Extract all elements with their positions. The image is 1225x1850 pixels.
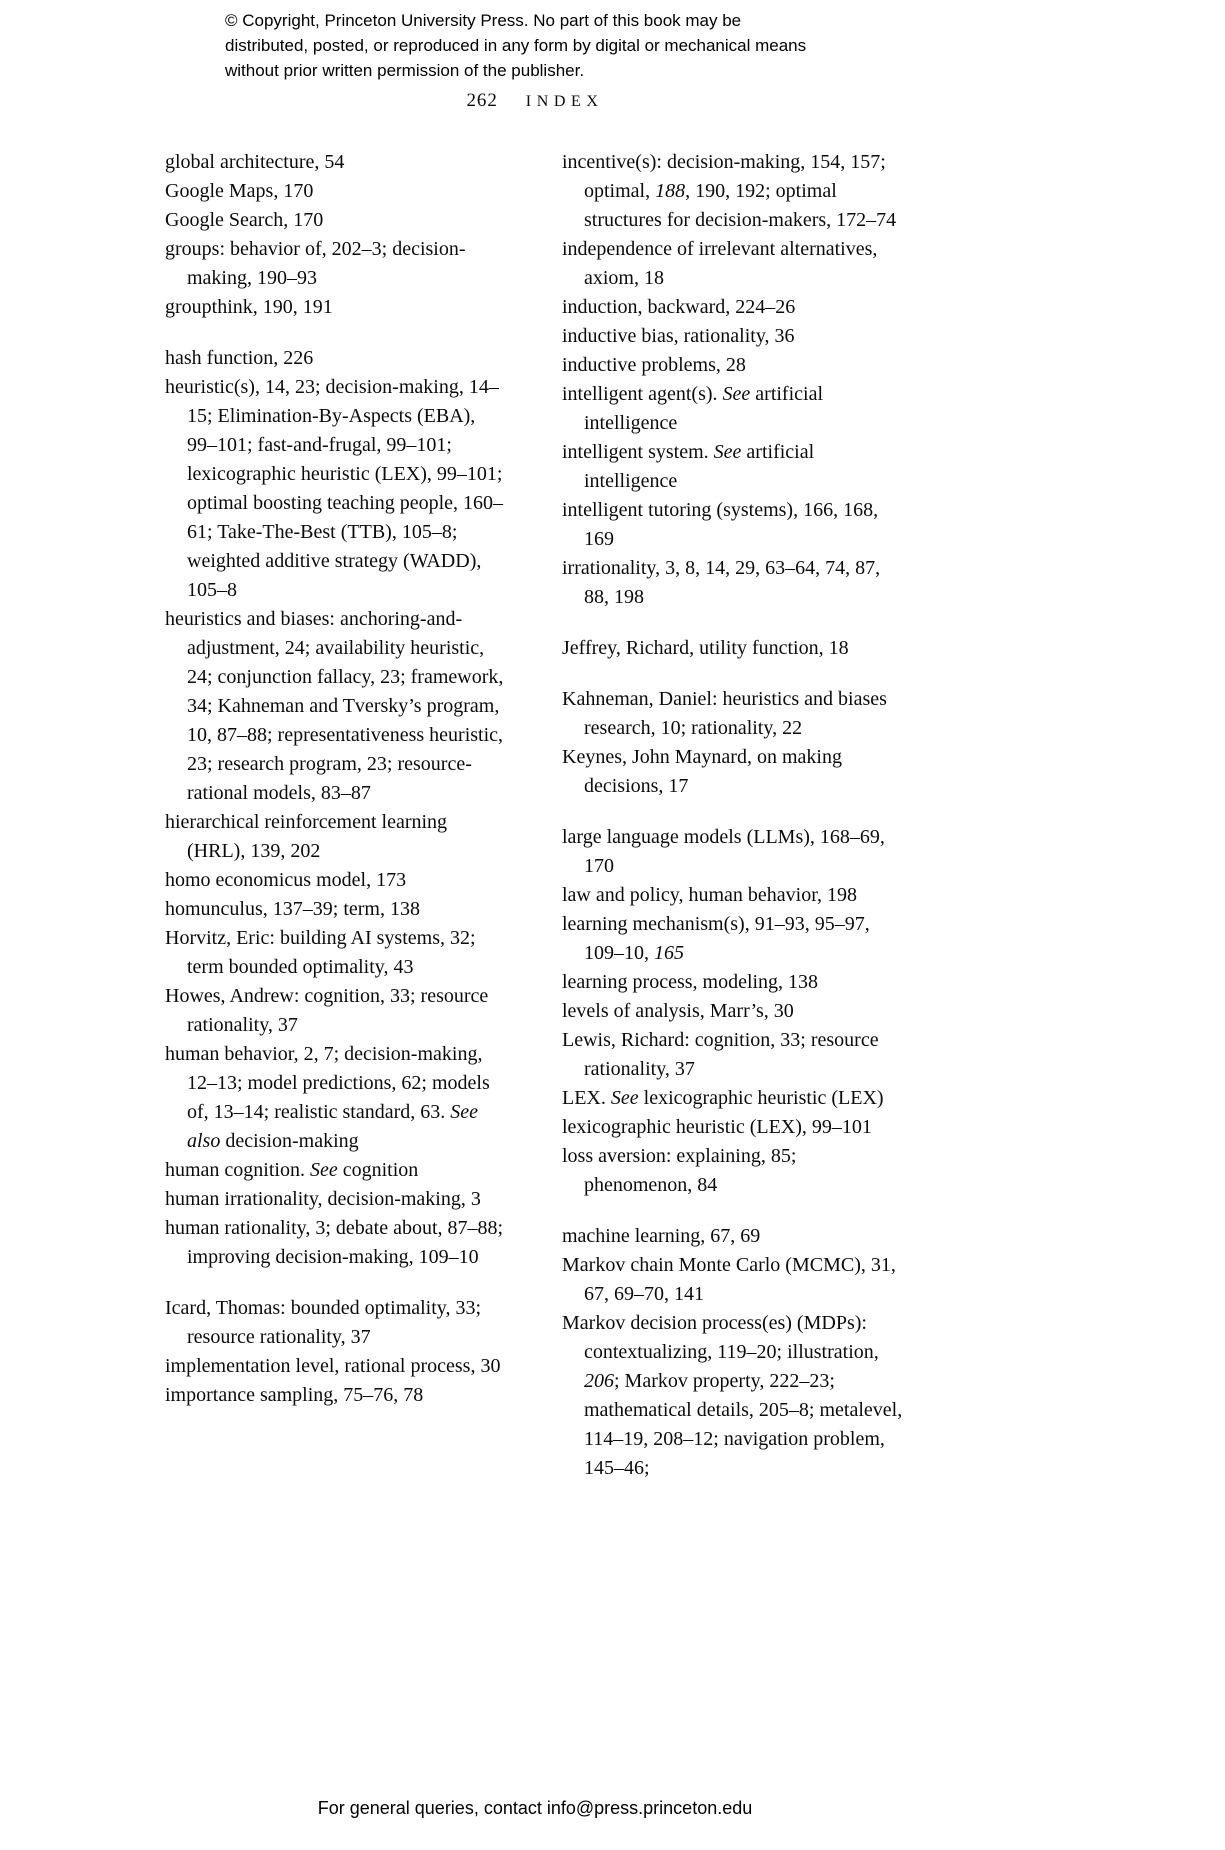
index-entry [165,924,510,982]
index-entry-text-run: hierarchical reinforcement learning (HRL), 139, 202 [165,811,448,862]
index-entry [165,605,510,808]
index-entry-italic-run: 206 [584,1370,614,1392]
index-entry [562,1222,907,1251]
index-entry [562,293,907,322]
index-entry-text-run: importance sampling, 75–76, 78 [165,1384,424,1406]
index-entry [562,496,907,554]
index-entry-text-run: learning process, modeling, 138 [562,971,819,993]
index-entry [562,351,907,380]
index-entry [562,685,907,743]
index-entry [165,235,510,293]
index-entry-text-run: levels of analysis, Marr’s, 30 [562,1000,794,1022]
index-entry-text-run: hash function, 226 [165,347,314,369]
index-entry [562,554,907,612]
index-entry-text-run: ; Markov property, 222–23; mathematical details, 205–8; metalevel, 114–19, 208–12; navigation problem, 145–46; [584,1370,903,1479]
header-title: INDEX [525,93,604,110]
index-entry-text-run: Jeffrey, Richard, utility function, 18 [562,637,849,659]
index-entry-italic-run: See [309,1159,338,1181]
index-entry [165,1185,510,1214]
index-entry [165,1214,510,1272]
page-number: 262 [466,90,498,111]
index-entry [165,1381,510,1410]
index-entry [562,743,907,801]
index-entry-text-run: human behavior, 2, 7; decision-making, 12–13; model predictions, 62; models of, 13–14; realistic standard, 63. [165,1043,490,1123]
index-entry [562,634,907,663]
index-entry-text-run: implementation level, rational process, 30 [165,1355,501,1377]
index-entry [562,910,907,968]
index-entry-text-run: induction, backward, 224–26 [562,296,796,318]
index-entry-text-run: Markov decision process(es) (MDPs): contextualizing, 119–20; illustration, [562,1312,879,1363]
index-entry-italic-run: 188 [655,180,686,202]
page-header [165,90,905,112]
index-entry-text-run: heuristic(s), 14, 23; decision-making, 14–15; Elimination-By-Aspects (EBA), 99–101; fast-and-frugal, 99–101; lexicographic heuristic (LEX), 99–101; optimal boosting teaching people, 160–61; Take-The-Best (TTB), 105–8; weighted additive strategy (WADD), 105–8 [165,376,504,601]
index-entry-text-run: independence of irrelevant alternatives, axiom, 18 [562,238,878,289]
index-entry [562,1026,907,1084]
index-entry [165,1156,510,1185]
index-entry-text-run: artificial intelligence [584,383,824,434]
index-entry-text-run: human cognition. [165,1159,310,1181]
index-entry-text-run: inductive bias, rationality, 36 [562,325,795,347]
index-entry-text-run: Keynes, John Maynard, on making decisions, 17 [562,746,842,797]
index-entry [562,380,907,438]
index-entry [165,866,510,895]
index-entry-text-run: Icard, Thomas: bounded optimality, 33; resource rationality, 37 [165,1297,482,1348]
index-entry [165,293,510,322]
index-entry [165,1040,510,1156]
index-entry [562,1309,907,1483]
index-entry-text-run: homunculus, 137–39; term, 138 [165,898,420,920]
index-entry [165,206,510,235]
index-entry-text-run: machine learning, 67, 69 [562,1225,761,1247]
index-entry [562,1113,907,1142]
footer-contact-line: For general queries, contact info@press.princeton.edu [317,1798,753,1818]
index-entry [165,148,510,177]
index-entry-text-run: loss aversion: explaining, 85; phenomenon, 84 [562,1145,797,1196]
index-entry-text-run: human rationality, 3; debate about, 87–88; improving decision-making, 109–10 [165,1217,504,1268]
index-entry-text-run: incentive(s): decision-making, 154, 157; optimal, [562,151,886,202]
index-entry [165,344,510,373]
index-entry-text-run: intelligent system. [562,441,714,463]
index-entry-text-run: , 190, 192; optimal structures for decision-makers, 172–74 [584,180,897,231]
index-entry-text-run: lexicographic heuristic (LEX) [638,1087,884,1109]
index-entry-italic-run: See [610,1087,639,1109]
index-entry-text-run: intelligent tutoring (systems), 166, 168, 169 [562,499,879,550]
index-entry-text-run: Lewis, Richard: cognition, 33; resource rationality, 37 [562,1029,879,1080]
index-entry-italic-run: See [713,441,742,463]
index-entry-text-run: human irrationality, decision-making, 3 [165,1188,481,1210]
index-entry [562,235,907,293]
index-entry-text-run: law and policy, human behavior, 198 [562,884,858,906]
index-entry-text-run: Google Maps, 170 [165,180,314,202]
index-entry-text-run: groups: behavior of, 202–3; decision-making, 190–93 [165,238,466,289]
index-entry-text-run: cognition [337,1159,419,1181]
index-entry [165,982,510,1040]
index-entry [562,148,907,235]
index-entry-text-run: artificial intelligence [584,441,815,492]
index-entry [562,997,907,1026]
index-entry-text-run: intelligent agent(s). [562,383,723,405]
copyright-notice: © Copyright, Princeton University Press. No part of this book may be distributed, posted, or reproduced in any form by digital or mechanical means without prior written permission of the publisher. [225,11,807,80]
index-entry [562,968,907,997]
index-entry [165,177,510,206]
index-entry-text-run: Howes, Andrew: cognition, 33; resource rationality, 37 [165,985,489,1036]
index-entry [165,895,510,924]
index-entry-text-run: Horvitz, Eric: building AI systems, 32; term bounded optimality, 43 [165,927,476,978]
index-entry-text-run: irrationality, 3, 8, 14, 29, 63–64, 74, 87, 88, 198 [562,557,881,608]
index-entry-text-run: Kahneman, Daniel: heuristics and biases research, 10; rationality, 22 [562,688,887,739]
index-entry-text-run: lexicographic heuristic (LEX), 99–101 [562,1116,872,1138]
index-entry [562,438,907,496]
index-entry-text-run: homo economicus model, 173 [165,869,407,891]
index-entry-text-run: learning mechanism(s), 91–93, 95–97, 109–10, [562,913,870,964]
index-entry-text-run: LEX. [562,1087,611,1109]
index-entry [165,373,510,605]
index-left-column [165,148,510,1410]
index-entry-text-run: Markov chain Monte Carlo (MCMC), 31, 67, 69–70, 141 [562,1254,896,1305]
index-entry [562,1251,907,1309]
index-entry [165,1352,510,1381]
index-entry [165,808,510,866]
index-entry-italic-run: 165 [654,942,684,964]
index-right-column [562,148,907,1483]
index-entry-italic-run: See [722,383,751,405]
index-entry-text-run: Google Search, 170 [165,209,324,231]
index-entry [165,1294,510,1352]
index-entry [562,322,907,351]
index-entry-text-run: large language models (LLMs), 168–69, 170 [562,826,885,877]
index-entry [562,1142,907,1200]
index-entry-text-run: inductive problems, 28 [562,354,746,376]
index-entry-text-run: global architecture, 54 [165,151,345,173]
index-entry-text-run: decision-making [220,1130,359,1152]
index-entry-text-run: heuristics and biases: anchoring-and-adjustment, 24; availability heuristic, 24; conjunction fallacy, 23; framework, 34; Kahneman and Tversky’s program, 10, 87–88; representativeness heuristic, 23; research program, 23; resource-rational models, 83–87 [165,608,504,804]
index-columns [165,148,907,1483]
index-entry [562,1084,907,1113]
index-entry [562,881,907,910]
index-entry-text-run: groupthink, 190, 191 [165,296,333,318]
index-entry-italic-run: See also [187,1101,479,1152]
index-entry [562,823,907,881]
